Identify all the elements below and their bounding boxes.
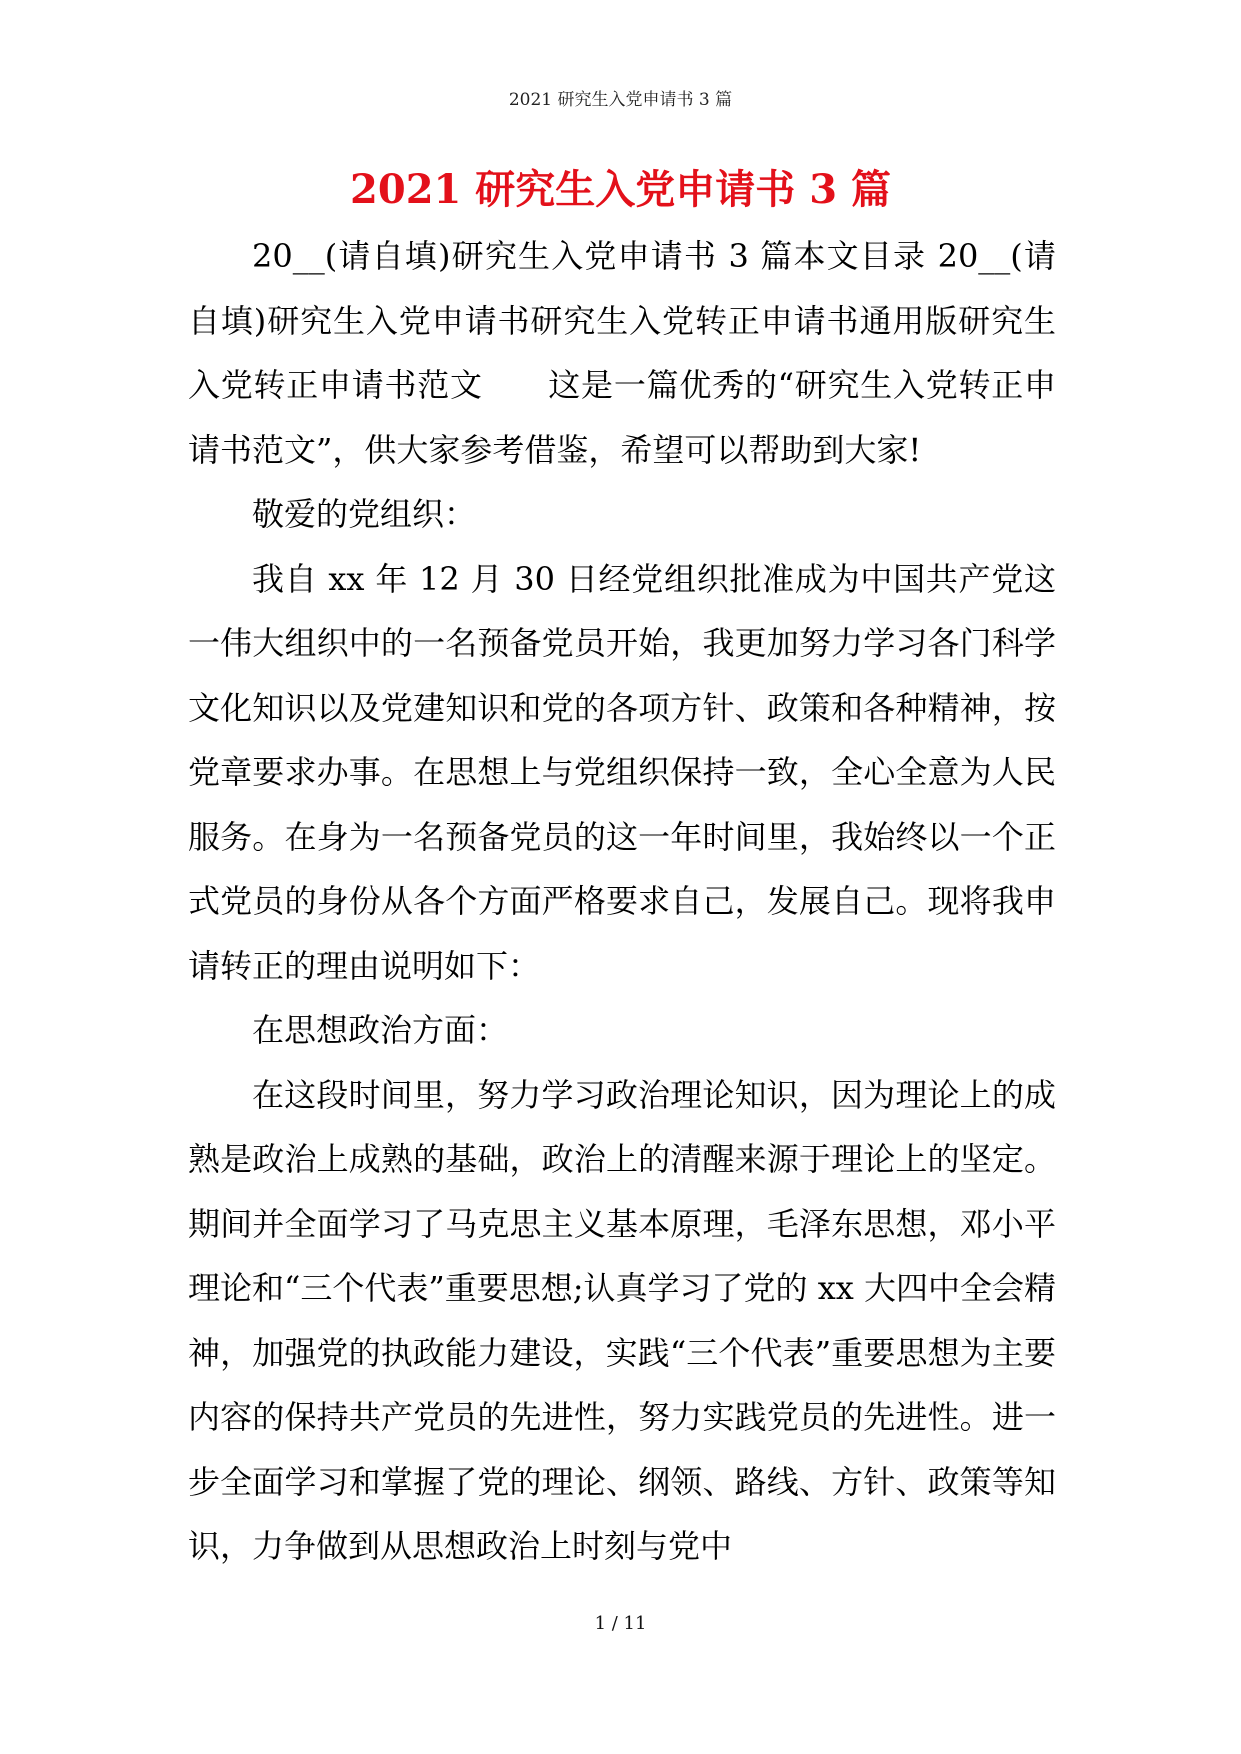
paragraph-intro: 20__(请自填)研究生入党申请书 3 篇本文目录 20__(请自填)研究生入党申请书研究生入党转正申请书通用版研究生入党转正申请书范文 这是一篇优秀的“研究生入党转正申请书范文”，供大家参考借鉴，希望可以帮助到大家! bbox=[188, 237, 1056, 469]
page-number: 1 / 11 bbox=[594, 1613, 647, 1634]
document-body bbox=[188, 224, 1056, 1579]
paragraph-probation: 我自 xx 年 12 月 30 日经党组织批准成为中国共产党这一伟大组织中的一名预备党员开始，我更加努力学习各门科学文化知识以及党建知识和党的各项方针、政策和各种精神，按党章要求办事。在思想上与党组织保持一致，全心全意为人民服务。在身为一名预备党员的这一年时间里，我始终以一个正式党员的身份从各个方面严格要求自己，发展自己。现将我申请转正的理由说明如下： bbox=[188, 559, 1056, 985]
paragraph-salutation: 敬爱的党组织： bbox=[252, 495, 477, 533]
paragraph-political-study: 在这段时间里，努力学习政治理论知识，因为理论上的成熟是政治上成熟的基础，政治上的清醒来源于理论上的坚定。期间并全面学习了马克思主义基本原理，毛泽东思想，邓小平理论和“三个代表”重要思想;认真学习了党的 xx 大四中全会精神，加强党的执政能力建设，实践“三个代表”重要思想为主要内容的保持共产党员的先进性，努力实践党员的先进性。进一步全面学习和掌握了党的理论、纲领、路线、方针、政策等知识，力争做到从思想政治上时刻与党中 bbox=[188, 1075, 1056, 1565]
document-title: 2021 研究生入党申请书 3 篇 bbox=[350, 166, 891, 213]
paragraph-section-heading: 在思想政治方面： bbox=[252, 1011, 509, 1049]
running-header: 2021 研究生入党申请书 3 篇 bbox=[508, 90, 733, 110]
